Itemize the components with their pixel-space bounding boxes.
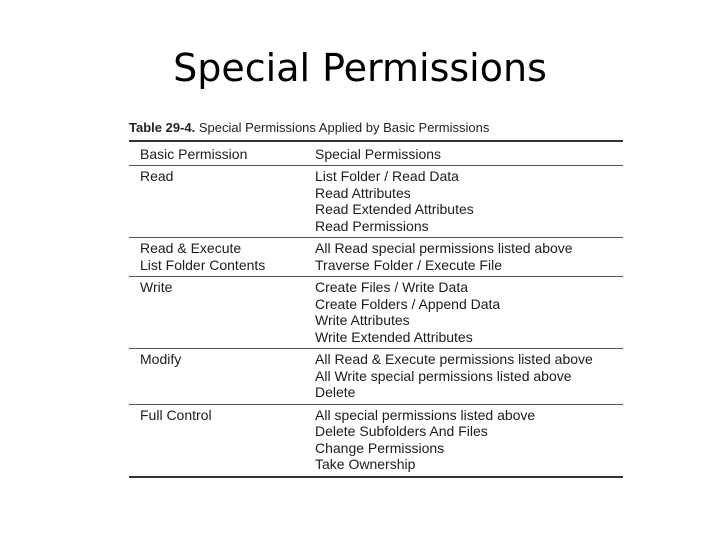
special-permission: Delete — [315, 384, 356, 400]
special-permission: Traverse Folder / Execute File — [315, 256, 502, 273]
special-permission: All Read & Execute permissions listed above — [315, 351, 593, 367]
table-caption — [129, 120, 623, 136]
basic-permission: Write — [140, 279, 173, 295]
special-permissions-cell — [305, 407, 623, 473]
table-bottom-rule — [129, 476, 623, 478]
basic-permission-cell — [129, 407, 305, 473]
special-permissions-cell — [305, 168, 623, 234]
header-special-permissions: Special Permissions — [315, 146, 442, 162]
header-special-cell — [305, 146, 623, 163]
table-row — [129, 237, 623, 276]
basic-permission: Full Control — [140, 406, 212, 423]
table-row — [129, 166, 623, 237]
basic-permission: Modify — [140, 351, 182, 367]
special-permission: Read Permissions — [315, 217, 429, 234]
table-row — [129, 404, 623, 476]
table-row — [129, 348, 623, 404]
permissions-table — [129, 120, 623, 478]
special-permission: Write Extended Attributes — [315, 328, 473, 345]
special-permission: Delete Subfolders And Files — [315, 423, 488, 439]
basic-permission-cell — [129, 168, 305, 234]
special-permission: All special permissions listed above — [315, 406, 536, 423]
table-caption-text: Special Permissions Applied by Basic Permissions — [198, 120, 490, 135]
table-caption-number: Table 29-4. — [129, 120, 196, 135]
special-permission: Read Attributes — [315, 184, 411, 201]
basic-permission: List Folder Contents — [140, 256, 266, 273]
special-permissions-cell — [305, 351, 623, 401]
table-row — [129, 276, 623, 348]
special-permission: Create Files / Write Data — [315, 279, 469, 295]
special-permission: Write Attributes — [315, 312, 410, 328]
special-permission: Take Ownership — [315, 456, 416, 472]
special-permissions-cell — [305, 279, 623, 345]
basic-permission: Read & Execute — [140, 240, 242, 256]
special-permissions-cell — [305, 240, 623, 273]
special-permission: Change Permissions — [315, 439, 445, 456]
header-basic-cell — [129, 146, 305, 163]
special-permission: Read Extended Attributes — [315, 201, 474, 217]
table-header-row — [129, 142, 623, 166]
slide-title: Special Permissions — [173, 46, 547, 90]
special-permission: Create Folders / Append Data — [315, 295, 501, 312]
basic-permission-cell — [129, 279, 305, 345]
basic-permission-cell — [129, 240, 305, 273]
header-basic-permission: Basic Permission — [140, 146, 248, 162]
special-permission: All Read special permissions listed above — [315, 240, 573, 256]
special-permission: All Write special permissions listed above — [315, 367, 572, 384]
special-permission: List Folder / Read Data — [315, 168, 459, 184]
basic-permission-cell — [129, 351, 305, 401]
basic-permission: Read — [140, 168, 174, 184]
